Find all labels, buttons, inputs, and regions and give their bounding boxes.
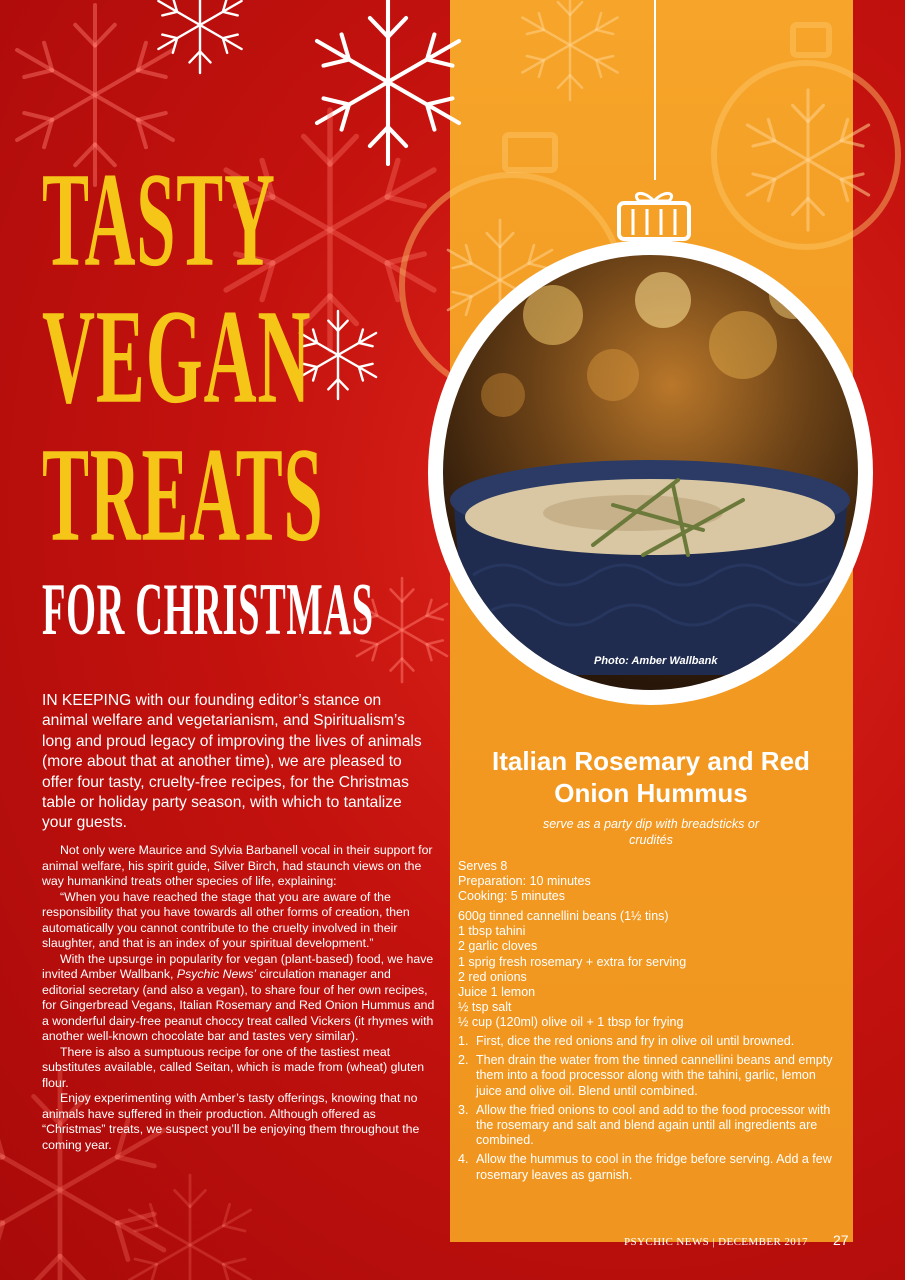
step-text: First, dice the red onions and fry in olive oil until browned. (476, 1034, 795, 1048)
hummus-photo (428, 240, 873, 705)
method-step (458, 1034, 843, 1049)
publication-name: Psychic News’ (176, 967, 257, 981)
ingredient: 1 sprig fresh rosemary + extra for serving (458, 954, 687, 969)
step-text: Then drain the water from the tinned cannellini beans and empty them into a food processor along with the tahini, garlic, lemon juice and olive oil. Blend until combined. (476, 1053, 833, 1098)
title-line-1: TASTY (42, 146, 276, 296)
article-body (42, 843, 437, 1153)
body-paragraph: “When you have reached the stage that you are aware of the responsibility that you have towards all other forms of creation, then automatically you cannot contribute to the cruelty involved in their slaughter, and that is an index of your spiritual development.” (42, 889, 410, 950)
body-text: circulation manager and editorial secretary (and also a vegan), to share four of her own recipes, for Gingerbread Vegans, Italian Rosemary and Red Onion Hummus and a wonderful dairy-free peanut choccy treat called Vickers (it rhymes with another well-known chocolate bar and tastes very similar). (42, 967, 435, 1043)
ingredients-list (458, 909, 843, 1031)
step-text: Allow the hummus to cool in the fridge before serving. Add a few rosemary leaves as garnish. (476, 1152, 832, 1182)
issue-date: DECEMBER 2017 (718, 1236, 808, 1248)
snowflake-icon (129, 1175, 250, 1280)
recipe-title: Italian Rosemary and Red Onion Hummus (492, 746, 810, 808)
cooking-time: Cooking: 5 minutes (458, 889, 566, 904)
step-number: 4. (458, 1152, 469, 1167)
publication-name: PSYCHIC NEWS (624, 1236, 710, 1248)
method-step (458, 1152, 843, 1182)
preparation-time: Preparation: 10 minutes (458, 874, 591, 889)
recipe-subtitle: serve as a party dip with breadsticks or crudités (542, 817, 760, 847)
step-number: 1. (458, 1034, 469, 1048)
ingredient: 1 tbsp tahini (458, 924, 526, 939)
intro-paragraph: IN KEEPING with our founding editor’s stance on animal welfare and vegetarianism, and Spiritualism’s long and proud legacy of improving the lives of animals (more about that at another time), we are pleased to offer four tasty, cruelty-free recipes, for the Christmas table or holiday party season, with which to tantalize your guests. (42, 692, 422, 832)
ingredient: ½ cup (120ml) olive oil + 1 tbsp for frying (458, 1015, 684, 1030)
recipe-meta (458, 859, 843, 905)
body-paragraph: There is also a sumptuous recipe for one of the tastiest meat substitutes available, called Seitan, which is made from (wheat) gluten flour. (42, 1044, 425, 1090)
snowflake-icon (317, 0, 459, 164)
snowflake-icon (747, 90, 868, 230)
method-step (458, 1053, 843, 1099)
snowflake-icon (522, 0, 617, 100)
snowflake-icon (158, 0, 241, 73)
step-text: Allow the fried onions to cool and add to the food processor with the rosemary and salt and blend again until all ingredients are combined. (476, 1102, 831, 1148)
footer-separator: | (712, 1236, 715, 1248)
ingredient: ½ tsp salt (458, 1000, 512, 1015)
step-number: 2. (458, 1053, 469, 1068)
body-paragraph (42, 952, 437, 1045)
title-line-2: VEGAN (42, 283, 312, 433)
body-paragraph: Enjoy experimenting with Amber’s tasty offerings, knowing that no animals have suffered in their production. Although offered as “Christmas” treats, we suspect you’ll be enjoying them throughout the coming year. (42, 1091, 420, 1152)
ornament-cap-icon (613, 187, 695, 241)
body-paragraph: Not only were Maurice and Sylvia Barbanell vocal in their support for animal welfare, his spirit guide, Silver Birch, had staunch views on the way humankind treats other species of life, explaining: (42, 843, 433, 888)
serves: Serves 8 (458, 859, 508, 873)
page-footer (624, 1236, 808, 1248)
snowflake-icon (300, 311, 376, 399)
title-line-3: TREATS (42, 421, 324, 571)
ingredient: 2 garlic cloves (458, 939, 538, 954)
ingredient: 600g tinned cannellini beans (1½ tins) (458, 909, 669, 923)
method-steps (458, 1034, 843, 1187)
ingredient: Juice 1 lemon (458, 985, 536, 1000)
ingredient: 2 red onions (458, 969, 527, 984)
body-text: With the upsurge in popularity for vegan (plant-based) food, we have invited Amber Wallbank, (42, 951, 434, 981)
title-line-4: FOR CHRISTMAS (42, 569, 374, 651)
photo-credit: Photo: Amber Wallbank (594, 655, 718, 667)
page-number: 27 (833, 1232, 849, 1248)
step-number: 3. (458, 1102, 469, 1117)
method-step (458, 1103, 843, 1149)
